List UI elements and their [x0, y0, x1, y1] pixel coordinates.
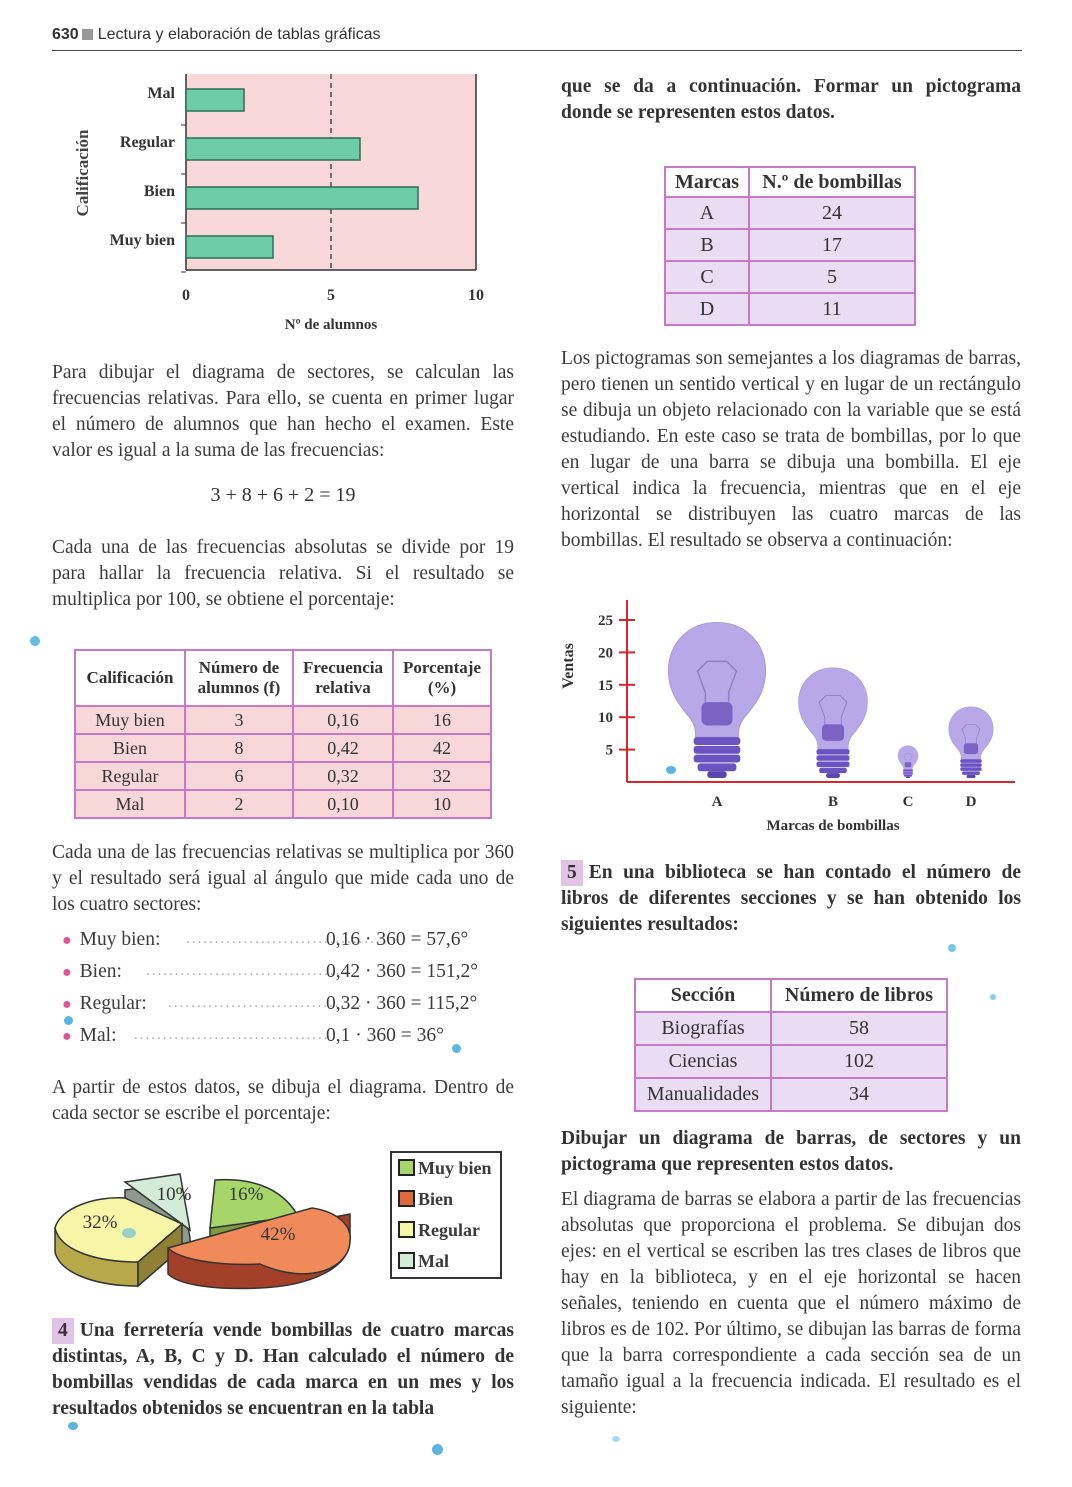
exercise-5: [561, 860, 1021, 938]
angle-calculation: 0,16 · 360 = 57,6°: [326, 929, 469, 950]
angle-item: [62, 993, 512, 1025]
table-cell: 3: [185, 706, 293, 734]
dot-leader: ..................................: [146, 963, 342, 979]
exercise-text: En una biblioteca se han contado el número de libros de diferentes secciones y se han obtenido los siguientes resultados:: [561, 862, 1021, 935]
table-row: [665, 293, 915, 325]
table-cell: Regular: [75, 762, 185, 790]
table-cell: 58: [771, 1012, 947, 1045]
angle-calculation: 0,1 · 360 = 36°: [326, 1025, 444, 1046]
table-cell: 102: [771, 1045, 947, 1078]
pie-label-muy-bien: 16%: [228, 1184, 264, 1205]
table-cell: Bien: [75, 734, 185, 762]
table-row: [665, 197, 915, 229]
legend-item: [392, 1246, 500, 1277]
ink-splash: [122, 1228, 136, 1238]
x-tick-label: 0: [182, 287, 190, 304]
angle-item: [62, 929, 512, 961]
exercise-text: Una ferretería vende bombillas de cuatro marcas distintas, A, B, C y D. Han calculado el número de bombillas vendidas de cada marca en un mes y los resultados obtenidos se encuentran en la tabla: [52, 1320, 514, 1419]
table-cell: 0,42: [293, 734, 393, 762]
table-cell: 8: [185, 734, 293, 762]
bulb-icon: [799, 668, 868, 778]
table-row: [665, 229, 915, 261]
table-cell: 11: [749, 293, 915, 325]
legend-item: [392, 1184, 500, 1215]
table-cell: D: [665, 293, 749, 325]
x-tick-label: 10: [468, 287, 484, 304]
equation: 3 + 8 + 6 + 2 = 19: [210, 484, 356, 506]
table-row: [635, 1078, 947, 1111]
bar: [186, 138, 360, 160]
table-cell: 17: [749, 229, 915, 261]
exercise-number: 5: [561, 860, 583, 886]
bar-chart-ylabel: Calificación: [73, 129, 92, 217]
page-number: 630: [52, 26, 79, 43]
bulb-icon: [898, 746, 918, 778]
angle-label: Muy bien:: [79, 929, 161, 950]
pictogram-chart: [555, 596, 1021, 841]
exercise-4: [52, 1318, 514, 1422]
paragraph-angulos: Cada una de las frecuencias relativas se multiplica por 360 y el resultado será igual al ángulo que mide cada uno de los cuatro sectores:: [52, 842, 514, 915]
bar-category-label: Mal: [147, 85, 175, 102]
table-cell: 0,32: [293, 762, 393, 790]
bar-category-label: Muy bien: [109, 232, 175, 249]
angle-label: Bien:: [79, 961, 122, 982]
table-row: [665, 261, 915, 293]
x-tick-label: A: [711, 794, 723, 810]
pie-label-bien: 42%: [260, 1224, 296, 1245]
table-row: [75, 734, 491, 762]
table-cell: 24: [749, 197, 915, 229]
table-header: Marcas: [665, 167, 749, 197]
pictogram-ylabel: Ventas: [560, 643, 577, 689]
paragraph-pictogramas: Los pictogramas son semejantes a los diagramas de barras, pero tienen un sentido vertical y en lugar de un rectángulo se dibuja un objeto relacionado con la variable que se está estudiando. En este caso se trata de bombillas, por lo que en lugar de una barra se dibuja una bombilla. El eje vertical indica la frecuencia, mientras que en el eje horizontal se distribuyen las cuatro marcas de las bombillas. El resultado se observa a continuación:: [561, 348, 1021, 551]
angle-calculation: 0,42 · 360 = 151,2°: [326, 961, 479, 982]
square-icon: [82, 29, 93, 40]
legend-swatch: [398, 1252, 415, 1269]
table-cell: Muy bien: [75, 706, 185, 734]
table-cell: Mal: [75, 790, 185, 818]
exercise-4-continuation: que se da a continuación. Formar un pictograma donde se representen estos datos.: [561, 76, 1021, 123]
horizontal-bar-chart: [60, 70, 530, 340]
table-cell: Manualidades: [635, 1078, 771, 1111]
legend-label: Bien: [418, 1189, 454, 1209]
table-header: Porcentaje (%): [393, 650, 491, 706]
x-tick-label: 5: [327, 287, 335, 304]
y-tick-label: 20: [598, 645, 613, 662]
table-cell: 0,16: [293, 706, 393, 734]
table-cell: 32: [393, 762, 491, 790]
exercise-number: 4: [52, 1318, 74, 1344]
table-cell: 2: [185, 790, 293, 818]
table-row: [75, 762, 491, 790]
bullet-icon: ●: [62, 932, 72, 949]
legend-swatch: [398, 1190, 415, 1207]
table-header: Sección: [635, 979, 771, 1012]
table-header: N.º de bombillas: [749, 167, 915, 197]
pie-legend: [390, 1151, 502, 1279]
bullet-icon: ●: [62, 1028, 72, 1045]
table-cell: C: [665, 261, 749, 293]
ink-splash: [666, 766, 676, 774]
legend-swatch: [398, 1221, 415, 1238]
bar: [186, 187, 418, 209]
table-row: [635, 1012, 947, 1045]
table-cell: 5: [749, 261, 915, 293]
table-cell: B: [665, 229, 749, 261]
bar-category-label: Regular: [119, 134, 175, 151]
pie-label-mal: 10%: [156, 1184, 192, 1205]
bullet-icon: ●: [62, 964, 72, 981]
y-tick-label: 25: [598, 613, 613, 629]
bulb-icon: [949, 707, 994, 778]
ink-splash: [452, 1044, 461, 1053]
dot-leader: ..................................: [168, 995, 364, 1011]
pie-label-regular: 32%: [82, 1212, 118, 1233]
bar-category-label: Bien: [143, 183, 175, 200]
angle-item: [62, 961, 512, 993]
legend-label: Muy bien: [418, 1158, 492, 1178]
table-cell: 42: [393, 734, 491, 762]
angle-calculation: 0,32 · 360 = 115,2°: [326, 993, 478, 1014]
y-tick-label: 10: [598, 710, 613, 727]
bullet-icon: ●: [62, 996, 72, 1013]
x-tick-label: D: [965, 794, 977, 810]
ink-splash: [612, 1436, 620, 1442]
ink-splash: [68, 1422, 78, 1430]
angles-list: [62, 929, 512, 1059]
ink-splash: [64, 1016, 73, 1025]
table-cell: 16: [393, 706, 491, 734]
pie-chart-3d: [50, 1168, 380, 1298]
angle-item: [62, 1025, 512, 1057]
paragraph-barras: El diagrama de barras se elabora a partir de las frecuencias absolutas que proporciona el problema. Se dibujan dos ejes: en el vertical se escriben las tres clases de libros que hay en la biblioteca, y en el eje horizontal se hacen señales, teniendo en cuenta que el número máximo de libros es de 102. Por último, se dibujan las barras de forma que la barra correspondiente a cada sección sea de un tamaño igual a la frecuencia indicada. El resultado es el siguiente:: [561, 1189, 1021, 1418]
ink-splash: [432, 1444, 443, 1455]
paragraph-sectores: Para dibujar el diagrama de sectores, se calculan las frecuencias relativas. Para ello, se cuenta en primer lugar el número de alumnos que han hecho el examen. Este valor es igual a la suma de las frecuencias:: [52, 362, 514, 461]
table-header: Calificación: [75, 650, 185, 706]
library-table: [634, 978, 948, 1112]
bulb-icon: [668, 622, 765, 778]
table-cell: 10: [393, 790, 491, 818]
angle-label: Mal:: [79, 1025, 117, 1046]
legend-label: Mal: [418, 1251, 449, 1271]
ink-splash: [948, 944, 956, 952]
table-header: Frecuencia relativa: [293, 650, 393, 706]
ink-splash: [30, 636, 40, 646]
table-cell: A: [665, 197, 749, 229]
legend-item: [392, 1153, 500, 1184]
bar: [186, 236, 273, 258]
table-cell: Biografías: [635, 1012, 771, 1045]
dot-leader: ..................................: [186, 931, 382, 947]
y-tick-label: 15: [598, 677, 613, 694]
paragraph-frecuencia: Cada una de las frecuencias absolutas se divide por 19 para hallar la frecuencia relativa. Si el resultado se multiplica por 100, se obtiene el porcentaje:: [52, 537, 514, 610]
table-header: Número de alumnos (f): [185, 650, 293, 706]
bar-chart-xlabel: Nº de alumnos: [284, 317, 378, 333]
page-header-title: Lectura y elaboración de tablas gráficas: [97, 26, 381, 43]
dot-leader: ..................................: [134, 1027, 330, 1043]
x-tick-label: C: [902, 794, 914, 810]
table-header: Número de libros: [771, 979, 947, 1012]
table-cell: 6: [185, 762, 293, 790]
legend-item: [392, 1215, 500, 1246]
frequency-table: [74, 649, 492, 819]
task-text: Dibujar un diagrama de barras, de sectores y un pictograma que representen estos datos.: [561, 1128, 1021, 1175]
legend-label: Regular: [418, 1220, 480, 1240]
pictogram-xlabel: Marcas de bombillas: [766, 818, 900, 834]
x-tick-label: B: [827, 794, 839, 810]
table-row: [635, 1045, 947, 1078]
bar: [186, 89, 244, 111]
y-tick-label: 5: [605, 742, 613, 759]
angle-label: Regular:: [79, 993, 147, 1014]
table-row: [75, 706, 491, 734]
legend-swatch: [398, 1159, 415, 1176]
table-cell: Ciencias: [635, 1045, 771, 1078]
page-header: [52, 26, 1022, 51]
bulbs-table: [664, 166, 916, 326]
paragraph-diagrama: A partir de estos datos, se dibuja el diagrama. Dentro de cada sector se escribe el porcentaje:: [52, 1077, 514, 1124]
ink-splash: [990, 994, 996, 1000]
table-cell: 34: [771, 1078, 947, 1111]
table-row: [75, 790, 491, 818]
table-cell: 0,10: [293, 790, 393, 818]
